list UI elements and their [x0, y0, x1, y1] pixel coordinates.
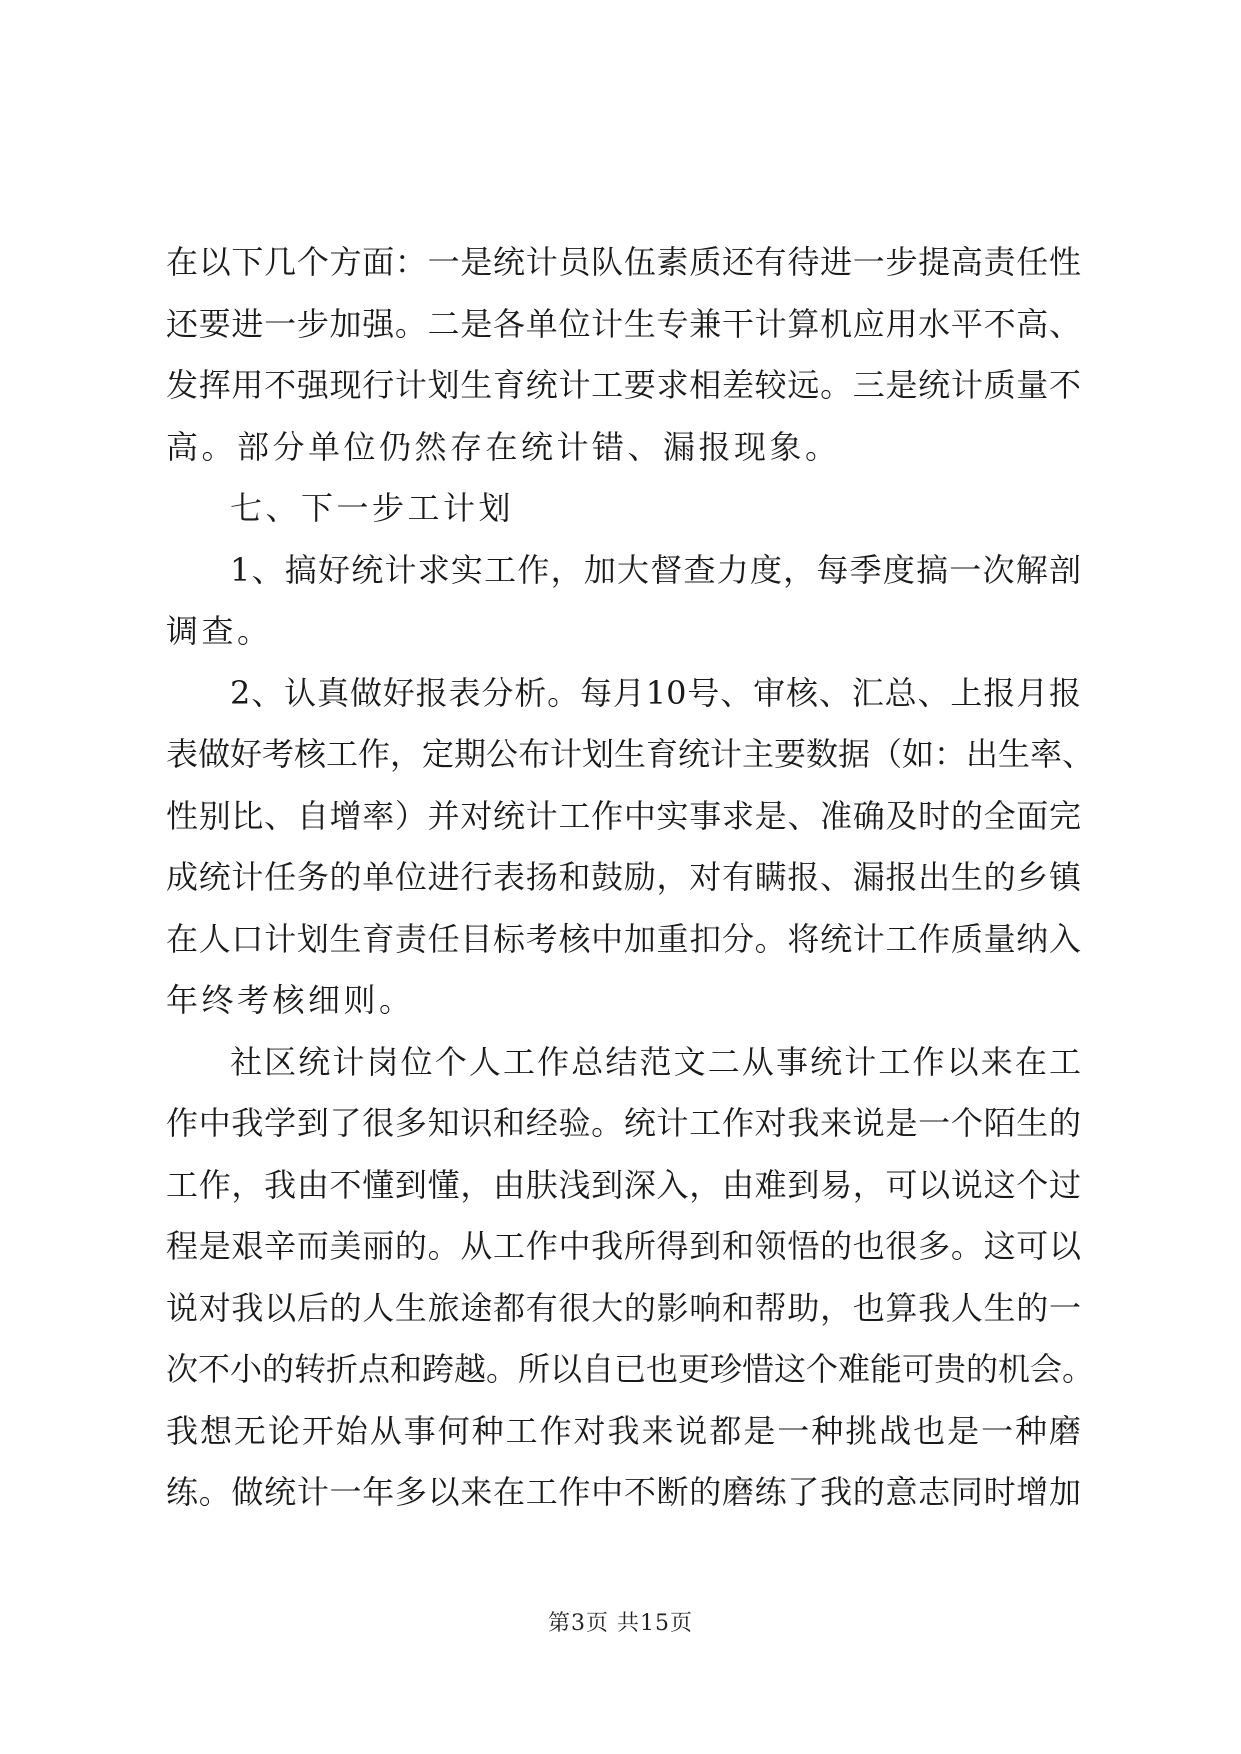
text-line: 次不小的转折点和跨越。所以自已也更珍惜这个难能可贵的机会。: [166, 1350, 1095, 1388]
text-line: 社区统计岗位个人工作总结范文二从事统计工作以来在工: [230, 1042, 1081, 1081]
text-line: 高。部分单位仍然存在统计错、漏报现象。: [166, 427, 841, 466]
text-line: 程是艰辛而美丽的。从工作中我所得到和领悟的也很多。这可以: [166, 1227, 1081, 1265]
text-line: 我想无论开始从事何种工作对我来说都是一种挑战也是一种磨: [166, 1411, 1081, 1450]
text-line: 性别比、自增率）并对统计工作中实事求是、准确及时的全面完: [166, 796, 1081, 835]
text-line: 在人口计划生育责任目标考核中加重扣分。将统计工作质量纳入: [166, 919, 1081, 958]
text-line: 工作，我由不懂到懂，由肤浅到深入，由难到易，可以说这个过: [166, 1165, 1081, 1204]
text-line: 成统计任务的单位进行表扬和鼓励，对有瞒报、漏报出生的乡镇: [166, 858, 1081, 896]
text-line: 2、认真做好报表分析。每月10号、审核、汇总、上报月报: [230, 673, 1081, 712]
text-line: 练。做统计一年多以来在工作中不断的磨练了我的意志同时增加: [166, 1473, 1081, 1511]
document-body: [166, 232, 1095, 1524]
text-line: 发挥用不强现行计划生育统计工要求相差较远。三是统计质量不: [166, 366, 1081, 404]
text-line: 说对我以后的人生旅途都有很大的影响和帮助，也算我人生的一: [166, 1288, 1081, 1327]
page-footer: 第3页 共15页: [548, 1611, 693, 1636]
text-line: 七、下一步工计划: [230, 489, 515, 527]
text-line: 1、搞好统计求实工作，加大督查力度，每季度搞一次解剖: [230, 550, 1081, 589]
text-line: 表做好考核工作，定期公布计划生育统计主要数据（如：出生率、: [166, 735, 1095, 773]
text-line: 作中我学到了很多知识和经验。统计工作对我来说是一个陌生的: [166, 1104, 1081, 1142]
text-line: 年终考核细则。: [166, 981, 415, 1019]
text-line: 调查。: [166, 612, 273, 650]
text-line: 在以下几个方面：一是统计员队伍素质还有待进一步提高责任性: [166, 243, 1081, 281]
text-line: 还要进一步加强。二是各单位计生专兼干计算机应用水平不高、: [166, 304, 1081, 343]
